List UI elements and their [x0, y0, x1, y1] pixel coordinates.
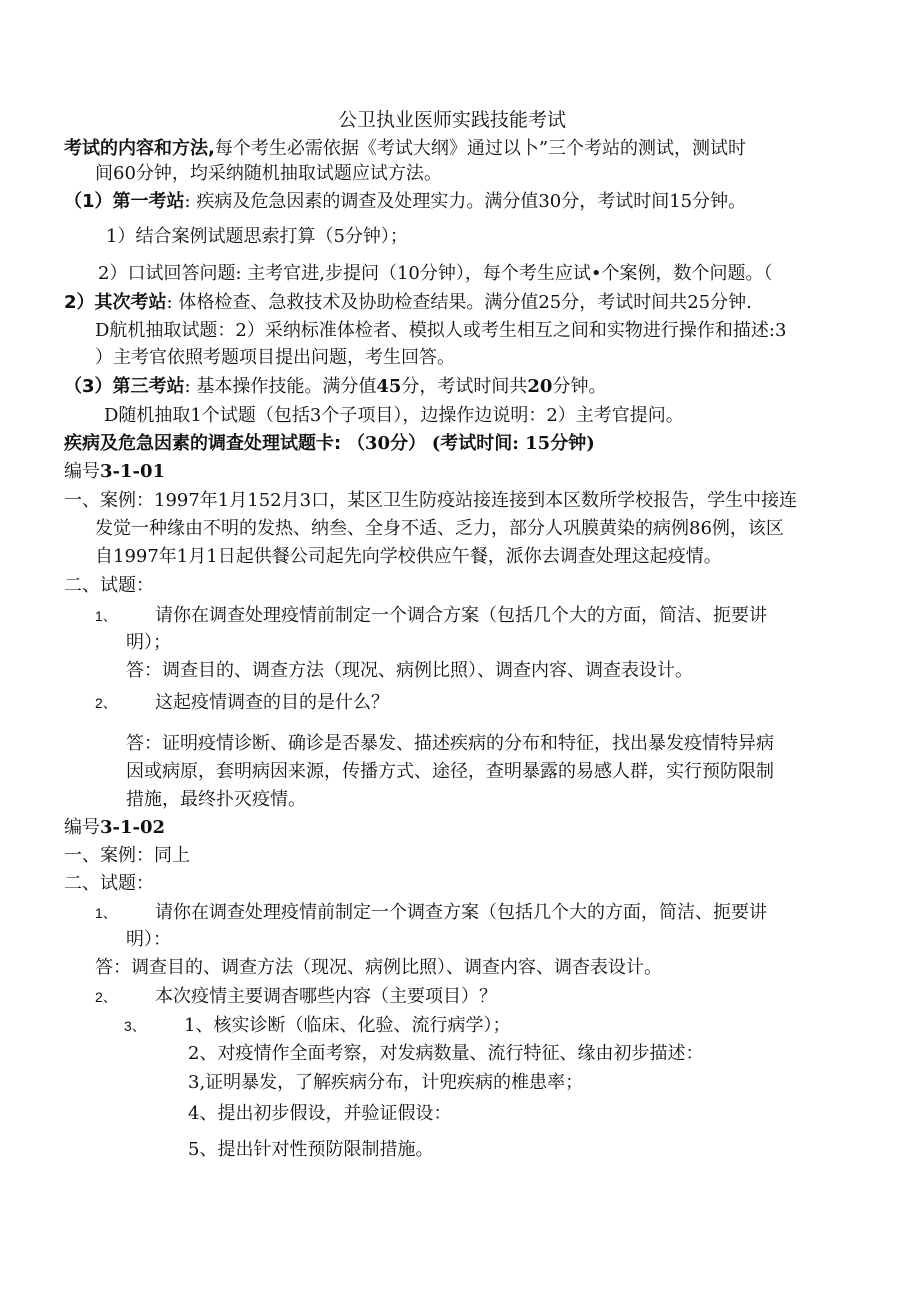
q2-sub-2: 2、对疫情作全面考察，对发病数量、流行特征、缘由初步描述： — [188, 1043, 704, 1064]
q2-item-1-answer: 答：调查目的、调查方法（现况、病例比照）、调查内容、调杳表设计。 — [95, 957, 662, 978]
station3-line-2: D随机抽取1个试题（包括3个子项目），边操作边说明：2）主考官提问。 — [104, 405, 684, 426]
station3-line — [64, 374, 606, 400]
q1-item-1 — [95, 603, 767, 629]
station3-minutes: 20 — [527, 376, 553, 397]
station3-text-c: 分钟。 — [552, 376, 607, 397]
intro-label: 考试的内容和方法, — [64, 138, 215, 159]
q2-item-3 — [124, 1013, 510, 1039]
station3-label: 第三考站 — [112, 376, 185, 397]
q2-case: 一、案例：同上 — [64, 845, 190, 866]
q1-item-1-text: 请你在调查处理疫情前制定一个调合方案（包括几个大的方面，简洁、扼要讲 — [155, 605, 767, 626]
q1-section-2: 二、试题： — [64, 575, 154, 596]
q2-item-2-num: 2、 — [95, 989, 117, 1005]
station1-prefix: （1）第一考站 — [64, 191, 185, 212]
q1-case-line-1: 一、案例：1997年1月152月3口，某区卫生防疫站接连接到本区数所学校报告，学生中接连 — [64, 490, 798, 511]
card-header — [64, 431, 595, 457]
q2-item-1-num: 1、 — [95, 905, 117, 921]
q2-item-1-text: 请你在调查处理疫情前制定一个调查方案（包括几个大的方面，简洁、扼要讲 — [155, 902, 767, 923]
intro-line-1 — [64, 136, 746, 162]
intro-line-2: 间60分钟，均采纳随机抽取试题应试方法。 — [95, 163, 442, 184]
q1-code-label: 编号 — [64, 461, 100, 482]
card-header-score: （30分） — [346, 433, 426, 454]
q1-item-2-num: 2、 — [95, 695, 117, 711]
q2-item-1-line-2: 明）： — [126, 929, 171, 950]
q2-sub-4: 4、提出初步假设，并验证假设： — [188, 1103, 452, 1124]
q1-item-1-line-2: 明）； — [126, 632, 171, 653]
station2-line-2: D航机抽取试题：2）采纳标准体检者、模拟人或考生相互之间和实物进行操作和描述:3 — [95, 320, 787, 341]
q1-item-2-answer-1: 答：证明疫情诊断、确诊是否暴发、描述疾病的分布和特征，找出暴发疫情特异病 — [126, 733, 774, 754]
intro-text: 每个考生必需依据《考试大纲》通过以卜”三个考站的测试，测试时 — [214, 138, 747, 159]
station2-text: : 体格检查、急救技术及协助检查结果。满分值25分，考试时间共25分钟. — [166, 292, 752, 313]
station3-prefix: （3） — [64, 376, 113, 397]
q1-item-2-answer-2: 因或病原，套明病因来源，传播方式、途径，查明暴露的易感人群，实行预防限制 — [126, 761, 774, 782]
q1-case-line-3: 自1997年1月1日起供餐公司起先向学校供应午餐，派你去调查处理这起疫情。 — [95, 546, 722, 567]
card-header-label: 疾病及危急因素的调查处理试题卡: — [64, 433, 342, 454]
q2-item-1 — [95, 900, 767, 926]
q1-code — [64, 459, 165, 485]
station3-text-b: 分，考试时间共 — [401, 376, 528, 397]
page-title: 公卫执业医师实践技能考试 — [338, 109, 567, 131]
station1-text: : 疾病及危急因素的调查及处理实力。满分值30分，考试时间15分钟。 — [184, 191, 747, 212]
q2-item-2 — [95, 984, 497, 1010]
q1-code-value: 3-1-01 — [100, 461, 166, 482]
q2-section-2: 二、试题： — [64, 873, 154, 894]
station3-score: 45 — [376, 376, 402, 397]
q1-item-2 — [95, 690, 389, 716]
q1-item-1-num: 1、 — [95, 608, 117, 624]
station2-line — [64, 290, 752, 316]
card-header-time: (考试时间: 15分钟) — [431, 433, 595, 454]
q2-item-3-num: 3、 — [124, 1018, 146, 1034]
station1-line — [64, 189, 746, 215]
station1-item-1: 1）结合案例试题思索打算（5分钟）； — [106, 226, 408, 247]
q2-code-label: 编号 — [64, 817, 100, 838]
q1-item-2-answer-3: 措施，最终扑灭疫情。 — [126, 789, 306, 810]
q1-item-1-answer: 答：调查目的、调查方法（现况、病例比照）、调查内容、调查表设计。 — [126, 660, 693, 681]
station1-item-2: 2）口试回答问题: 主考官进,步提问（10分钟），每个考生应试•个案例，数个问题。（ — [98, 263, 773, 284]
q2-code-value: 3-1-02 — [100, 817, 166, 838]
q2-code — [64, 815, 165, 841]
q1-item-2-text: 这起疫情调查的目的是什么？ — [155, 692, 389, 713]
q2-sub-1: 1、核实诊断（临床、化验、流行病学）； — [184, 1015, 511, 1036]
station2-prefix: 2）其次考站 — [64, 292, 167, 313]
station3-text-a: : 基本操作技能。满分值 — [184, 376, 377, 397]
station2-line-3: ）主考官依照考题项目提出问题，考生回答。 — [95, 347, 455, 368]
q2-sub-3: 3,证明暴发，了解疾病分布，计兜疾病的椎患率； — [188, 1072, 584, 1093]
q1-case-line-2: 发觉一种缘由不明的发热、纳叁、全身不适、乏力，部分人巩膜黄染的病例86例，该区 — [95, 518, 784, 539]
q2-item-2-text: 本次疫情主要调杳哪些内容（主要项目）？ — [155, 986, 497, 1007]
q2-sub-5: 5、提出针对性预防限制措施。 — [188, 1139, 434, 1160]
